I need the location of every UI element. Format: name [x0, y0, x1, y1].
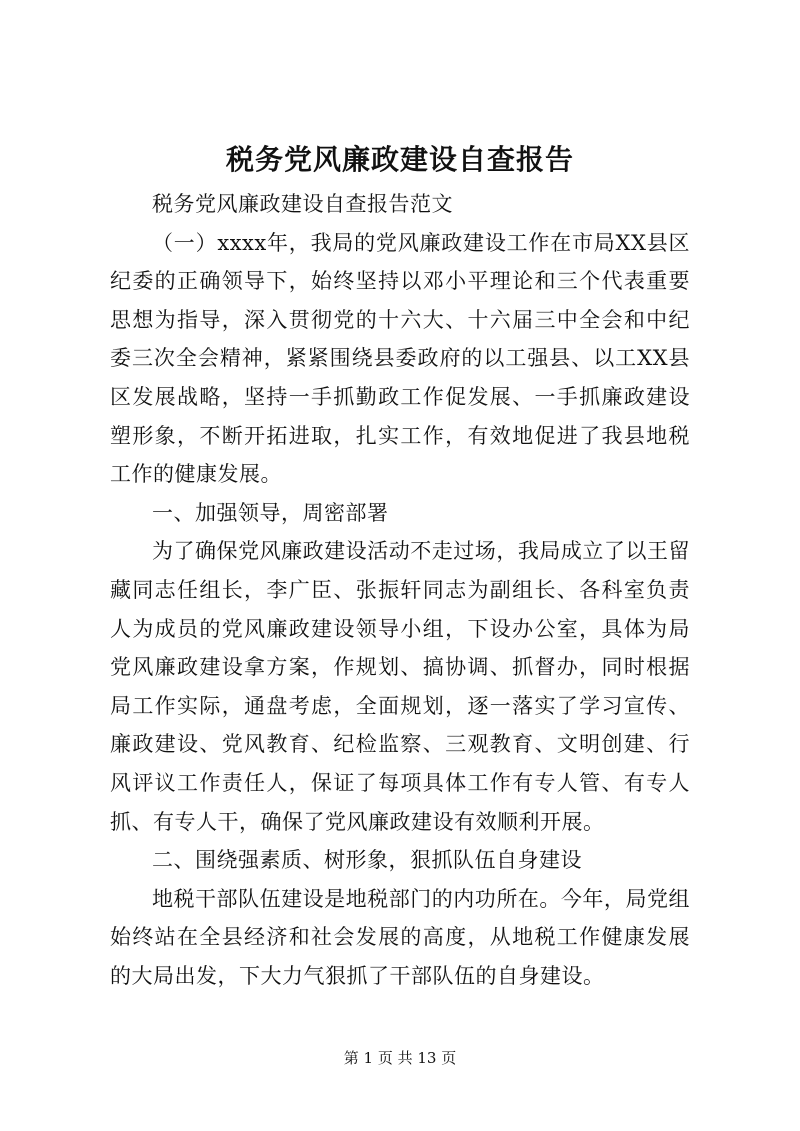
- section-2-paragraph: 地税干部队伍建设是地税部门的内功所在。今年，局党组始终站在全县经济和社会发展的高度，从地税工作健康发展的大局出发，下大力气狠抓了干部队伍的自身建设。: [110, 886, 690, 988]
- section-heading-2: 二、围绕强素质、树形象，狠抓队伍自身建设: [152, 848, 582, 873]
- document-body: [110, 185, 690, 995]
- intro-paragraph: （一）xxxx年，我局的党风廉政建设工作在市局XX县区纪委的正确领导下，始终坚持以邓小平理论和三个代表重要思想为指导，深入贯彻党的十六大、十六届三中全会和中纪委三次全会精神，紧紧围绕县委政府的以工强县、以工XX县区发展战略，坚持一手抓勤政工作促发展、一手抓廉政建设塑形象，不断开拓进取，扎实工作，有效地促进了我县地税工作的健康发展。: [110, 230, 690, 487]
- subtitle-paragraph: 税务党风廉政建设自查报告范文: [152, 192, 453, 216]
- page-footer: 第 1 页 共 13 页: [343, 1049, 457, 1067]
- document-title: 税务党风廉政建设自查报告: [225, 143, 574, 176]
- section-1-paragraph: 为了确保党风廉政建设活动不走过场，我局成立了以王留藏同志任组长，李广臣、张振轩同志为副组长、各科室负责人为成员的党风廉政建设领导小组，下设办公室，具体为局党风廉政建设拿方案，作规划、搞协调、抓督办，同时根据局工作实际，通盘考虑，全面规划，逐一落实了学习宣传、廉政建设、党风教育、纪检监察、三观教育、文明创建、行风评议工作责任人，保证了每项具体工作有专人管、有专人抓、有专人干，确保了党风廉政建设有效顺利开展。: [110, 539, 690, 834]
- section-heading-1: 一、加强领导，周密部署: [152, 500, 389, 525]
